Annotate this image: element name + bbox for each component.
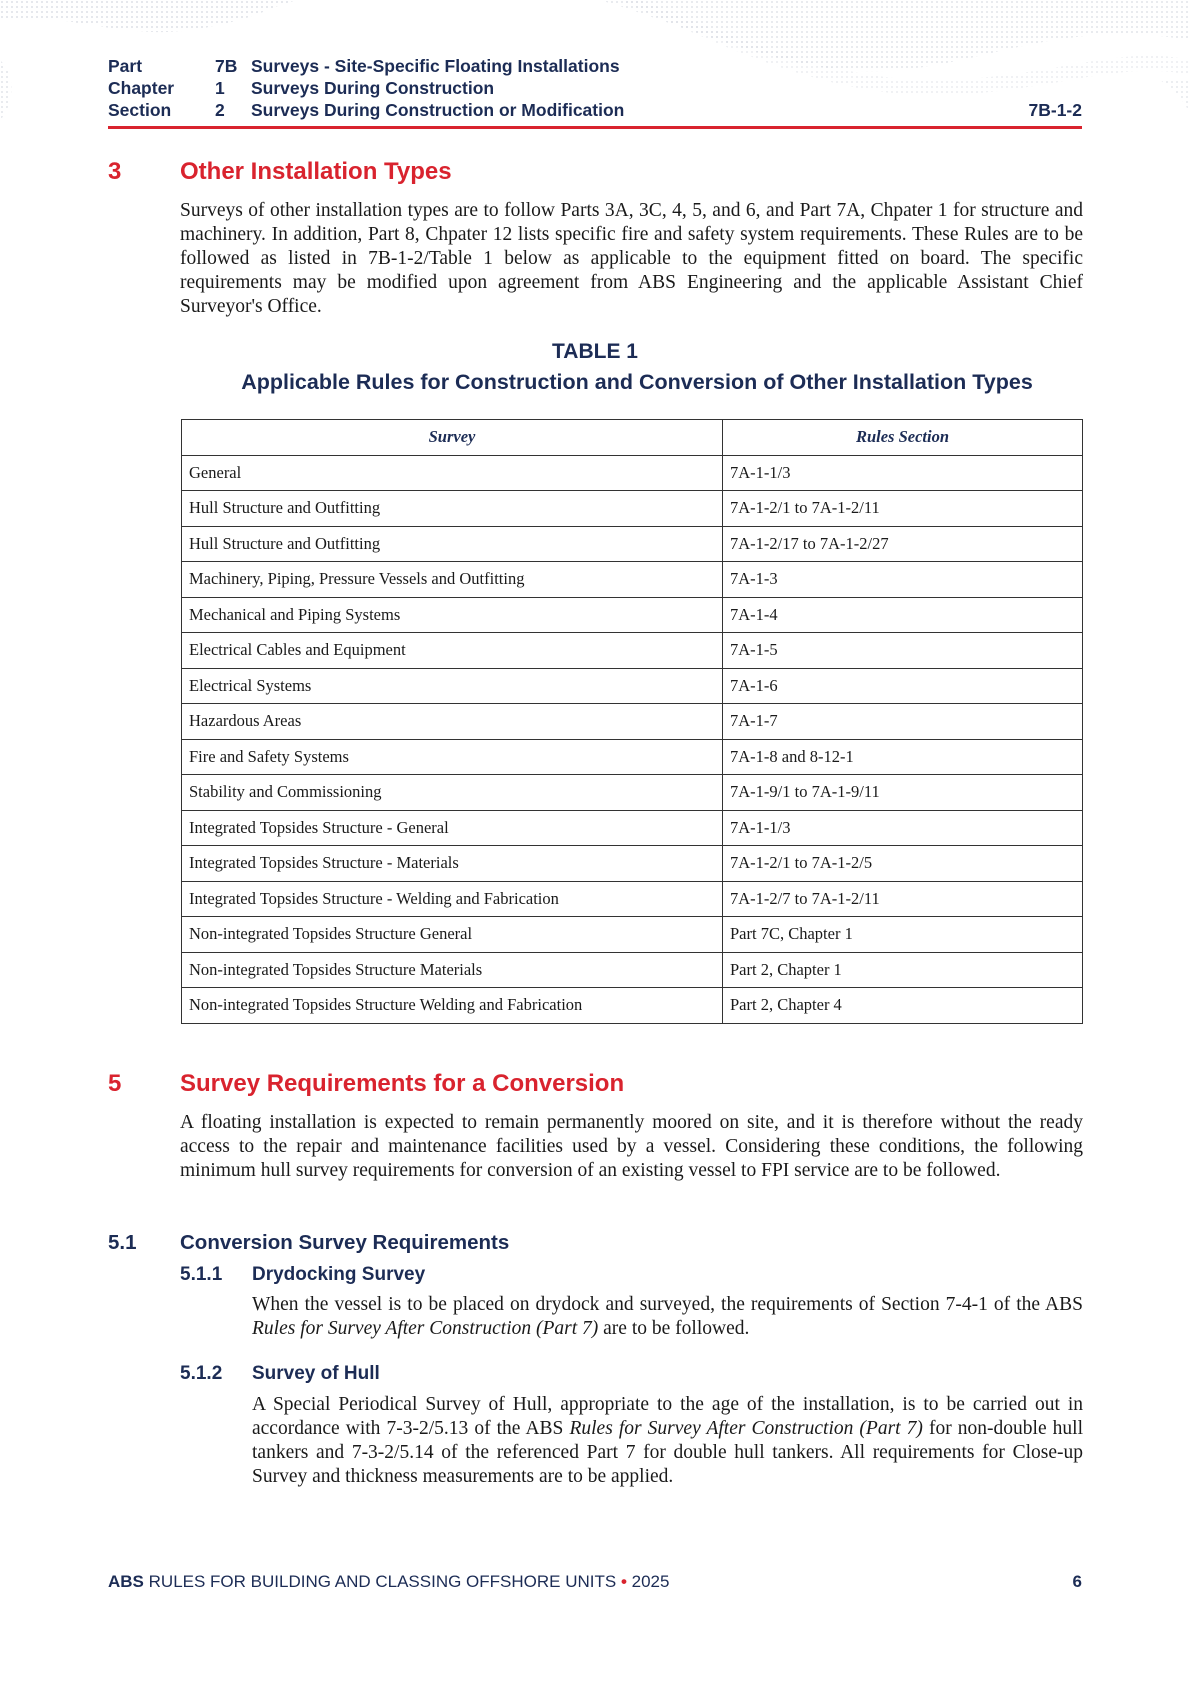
header-row-part bbox=[108, 55, 1082, 77]
header-number: 2 bbox=[215, 100, 225, 120]
section-5-number: 5 bbox=[108, 1070, 122, 1097]
header-page-ref: 7B-1-2 bbox=[1028, 100, 1082, 120]
rules-section-cell: 7A-1-2/7 to 7A-1-2/11 bbox=[723, 881, 1083, 917]
section-3-number: 3 bbox=[108, 158, 122, 185]
survey-cell: Stability and Commissioning bbox=[182, 775, 723, 811]
survey-cell: Machinery, Piping, Pressure Vessels and Outfitting bbox=[182, 562, 723, 598]
rules-section-cell: 7A-1-2/1 to 7A-1-2/5 bbox=[723, 846, 1083, 882]
column-header-rules-section: Rules Section bbox=[723, 420, 1083, 456]
footer-page-number: 6 bbox=[1072, 1572, 1082, 1591]
page-footer bbox=[108, 1572, 1082, 1592]
rules-section-cell: 7A-1-8 and 8-12-1 bbox=[723, 739, 1083, 775]
header-number: 1 bbox=[215, 78, 225, 98]
rules-section-cell: 7A-1-2/1 to 7A-1-2/11 bbox=[723, 491, 1083, 527]
section-5-1-2-number: 5.1.2 bbox=[180, 1363, 223, 1384]
section-5-1-number: 5.1 bbox=[108, 1231, 137, 1254]
rules-section-cell: Part 7C, Chapter 1 bbox=[723, 917, 1083, 953]
table-row bbox=[182, 775, 1083, 811]
table-row bbox=[182, 917, 1083, 953]
rules-section-cell: 7A-1-6 bbox=[723, 668, 1083, 704]
survey-cell: Integrated Topsides Structure - General bbox=[182, 810, 723, 846]
survey-cell: Fire and Safety Systems bbox=[182, 739, 723, 775]
rules-section-cell: 7A-1-7 bbox=[723, 704, 1083, 740]
section-3-paragraph: Surveys of other installation types are to follow Parts 3A, 3C, 4, 5, and 6, and Part 7A, Chpater 1 for structure and machinery. In addition, Part 8, Chpater 12 lists specific fire and safety system requirements. These Rules are to be followed as listed in 7B-1-2/Table 1 below as applicable to the equipment fitted on board. The specific requirements may be modified upon agreement from ABS Engineering and the applicable Assistant Chief Surveyor's Office. bbox=[180, 200, 1083, 317]
table-row bbox=[182, 810, 1083, 846]
header-label: Part bbox=[108, 56, 143, 76]
survey-cell: Non-integrated Topsides Structure Materials bbox=[182, 952, 723, 988]
rules-reference: Rules for Survey After Construction (Part 7) bbox=[252, 1318, 599, 1339]
survey-cell: Non-integrated Topsides Structure Welding and Fabrication bbox=[182, 988, 723, 1024]
footer-title: RULES FOR BUILDING AND CLASSING OFFSHORE UNITS bbox=[148, 1572, 617, 1591]
table-header-row bbox=[182, 420, 1083, 456]
paragraph-text: for non-double hull tankers and 7-3-2/5.14 of the referenced Part 7 for double hull tankers. All requirements for Close-up Survey and thickness measurements are to be applied. bbox=[252, 1418, 1084, 1487]
rules-section-cell: Part 2, Chapter 1 bbox=[723, 952, 1083, 988]
footer-brand: ABS bbox=[108, 1572, 144, 1591]
survey-cell: General bbox=[182, 455, 723, 491]
table-row bbox=[182, 491, 1083, 527]
survey-cell: Hazardous Areas bbox=[182, 704, 723, 740]
header-label: Chapter bbox=[108, 78, 175, 98]
rules-section-cell: 7A-1-5 bbox=[723, 633, 1083, 669]
table-row bbox=[182, 739, 1083, 775]
table-row bbox=[182, 668, 1083, 704]
table-title: Applicable Rules for Construction and Conversion of Other Installation Types bbox=[241, 370, 1033, 394]
running-header bbox=[108, 55, 1082, 121]
table-body bbox=[182, 455, 1083, 1023]
header-row-section bbox=[108, 99, 1082, 121]
survey-cell: Non-integrated Topsides Structure General bbox=[182, 917, 723, 953]
survey-cell: Integrated Topsides Structure - Materials bbox=[182, 846, 723, 882]
rules-reference: Rules for Survey After Construction (Part 7) bbox=[569, 1418, 923, 1439]
header-label: Section bbox=[108, 100, 172, 120]
table-row bbox=[182, 952, 1083, 988]
survey-cell: Integrated Topsides Structure - Welding and Fabrication bbox=[182, 881, 723, 917]
table-row bbox=[182, 633, 1083, 669]
rules-section-cell: 7A-1-1/3 bbox=[723, 810, 1083, 846]
column-header-survey: Survey bbox=[182, 420, 723, 456]
survey-cell: Electrical Cables and Equipment bbox=[182, 633, 723, 669]
table-row bbox=[182, 704, 1083, 740]
section-5-1-title: Conversion Survey Requirements bbox=[180, 1231, 510, 1254]
header-row-chapter bbox=[108, 77, 1082, 99]
table-row bbox=[182, 562, 1083, 598]
survey-cell: Electrical Systems bbox=[182, 668, 723, 704]
section-5-1-1-title: Drydocking Survey bbox=[252, 1264, 426, 1285]
section-5-1-1-paragraph bbox=[252, 1293, 1083, 1341]
header-divider bbox=[108, 126, 1082, 129]
table-row bbox=[182, 846, 1083, 882]
header-title: Surveys - Site-Specific Floating Installations bbox=[251, 56, 620, 76]
section-5-paragraph: A floating installation is expected to remain permanently moored on site, and it is therefore without the ready access to the repair and maintenance facilities used by a vessel. Considering these conditions, the following minimum hull survey requirements for conversion of an existing vessel to FPI service are to be followed. bbox=[180, 1112, 1083, 1181]
section-5-1-2-paragraph bbox=[252, 1393, 1083, 1489]
paragraph-text: are to be followed. bbox=[598, 1318, 750, 1339]
footer-year: 2025 bbox=[631, 1572, 670, 1591]
rules-section-cell: Part 2, Chapter 4 bbox=[723, 988, 1083, 1024]
paragraph-text: When the vessel is to be placed on drydock and surveyed, the requirements of Section 7-4-1 of the ABS bbox=[252, 1294, 1083, 1315]
table-row bbox=[182, 526, 1083, 562]
header-number: 7B bbox=[215, 56, 238, 76]
paragraph-text: A Special Periodical Survey of Hull, appropriate to the age of the installation, is to be carried out in accordance with 7-3-2/5.13 of the ABS bbox=[252, 1394, 1083, 1439]
rules-section-cell: 7A-1-1/3 bbox=[723, 455, 1083, 491]
rules-section-cell: 7A-1-3 bbox=[723, 562, 1083, 598]
section-5-1-2-title: Survey of Hull bbox=[252, 1363, 380, 1384]
rules-section-cell: 7A-1-9/1 to 7A-1-9/11 bbox=[723, 775, 1083, 811]
survey-cell: Hull Structure and Outfitting bbox=[182, 491, 723, 527]
header-title: Surveys During Construction bbox=[251, 78, 495, 98]
survey-cell: Hull Structure and Outfitting bbox=[182, 526, 723, 562]
section-5-1-1-number: 5.1.1 bbox=[180, 1264, 223, 1285]
section-3-title: Other Installation Types bbox=[180, 158, 452, 185]
table-row bbox=[182, 597, 1083, 633]
table-label: TABLE 1 bbox=[552, 340, 638, 363]
table-row bbox=[182, 455, 1083, 491]
table-row bbox=[182, 881, 1083, 917]
rules-table bbox=[181, 419, 1083, 1024]
footer-separator: • bbox=[620, 1572, 627, 1591]
header-title: Surveys During Construction or Modification bbox=[251, 100, 625, 120]
table-row bbox=[182, 988, 1083, 1024]
rules-section-cell: 7A-1-2/17 to 7A-1-2/27 bbox=[723, 526, 1083, 562]
survey-cell: Mechanical and Piping Systems bbox=[182, 597, 723, 633]
rules-section-cell: 7A-1-4 bbox=[723, 597, 1083, 633]
section-5-title: Survey Requirements for a Conversion bbox=[180, 1070, 625, 1097]
